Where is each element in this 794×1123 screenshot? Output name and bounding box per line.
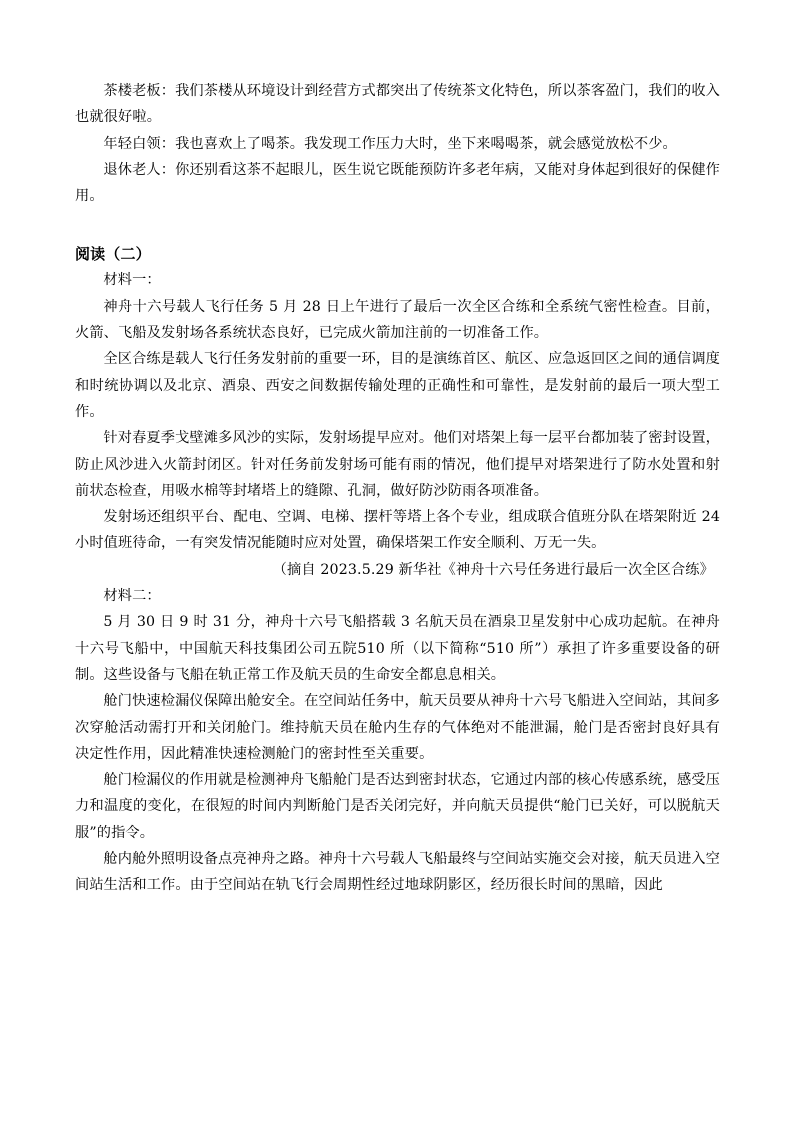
material1-paragraph: 针对春夏季戈壁滩多风沙的实际，发射场提早应对。他们对塔架上每一层平台都加装了密封设置，防止风沙进入火箭封闭区。针对任务前发射场可能有雨的情况，他们提早对塔架进行了防水处置和射前状态检查，用吸水棉等封堵塔上的缝隙、孔洞，做好防沙防雨各项准备。: [75, 430, 720, 499]
dialogue-retired-elder: 退休老人：你还别看这茶不起眼儿，医生说它既能预防许多老年病，又能对身体起到很好的保健作用。: [75, 161, 720, 205]
section-title: 阅读（二）: [75, 245, 151, 264]
dialogue-young-worker: 年轻白领：我也喜欢上了喝茶。我发现工作压力大时，坐下来喝喝茶，就会感觉放松不少。: [103, 135, 677, 152]
material2-label: 材料二：: [103, 588, 161, 605]
document-page: [75, 78, 720, 899]
material2-paragraph: 舱内舱外照明设备点亮神舟之路。神舟十六号载人飞船最终与空间站实施交会对接，航天员进入空间站生活和工作。由于空间站在轨飞行会周期性经过地球阴影区，经历很长时间的黑暗，因此: [75, 851, 720, 894]
material2-paragraph: 5 月 30 日 9 时 31 分，神舟十六号飞船搭载 3 名航天员在酒泉卫星发射中心成功起航。在神舟十六号飞船中，中国航天科技集团公司五院510 所（以下简称“510 所”）承担了许多重要设备的研制。这些设备与飞船在轨正常工作及航天员的生命安全都息息相关。: [75, 614, 720, 683]
material1-paragraph: 发射场还组织平台、配电、空调、电梯、摆杆等塔上各个专业，组成联合值班分队在塔架附近 24 小时值班待命，一有突发情况能随时应对处置，确保塔架工作安全顺利、万无一失。: [75, 509, 720, 552]
material1-label: 材料一：: [103, 272, 161, 289]
material2-paragraph: 舱门快速检漏仪保障出舱安全。在空间站任务中，航天员要从神舟十六号飞船进入空间站，其间多次穿舱活动需打开和关闭舱门。维持航天员在舱内生存的气体绝对不能泄漏，舱门是否密封良好具有决定性作用，因此精准快速检测舱门的密封性至关重要。: [75, 693, 720, 762]
material1-source: （摘自 2023.5.29 新华社《神舟十六号任务进行最后一次全区合练》: [272, 561, 714, 578]
material1-paragraph: 全区合练是载人飞行任务发射前的重要一环，目的是演练首区、航区、应急返回区之间的通信调度和时统协调以及北京、酒泉、西安之间数据传输处理的正确性和可靠性，是发射前的最后一项大型工作。: [75, 351, 720, 420]
material2-paragraph: 舱门检漏仪的作用就是检测神舟飞船舱门是否达到密封状态，它通过内部的核心传感系统，感受压力和温度的变化，在很短的时间内判断舱门是否关闭完好，并向航天员提供“舱门已关好，可以脱航天服”的指令。: [75, 772, 720, 841]
dialogue-teahouse-owner: 茶楼老板：我们茶楼从环境设计到经营方式都突出了传统茶文化特色，所以茶客盈门，我们的收入也就很好啦。: [75, 83, 720, 126]
material1-paragraph: 神舟十六号载人飞行任务 5 月 28 日上午进行了最后一次全区合练和全系统气密性检查。目前，火箭、飞船及发射场各系统状态良好，已完成火箭加注前的一切准备工作。: [75, 298, 720, 342]
